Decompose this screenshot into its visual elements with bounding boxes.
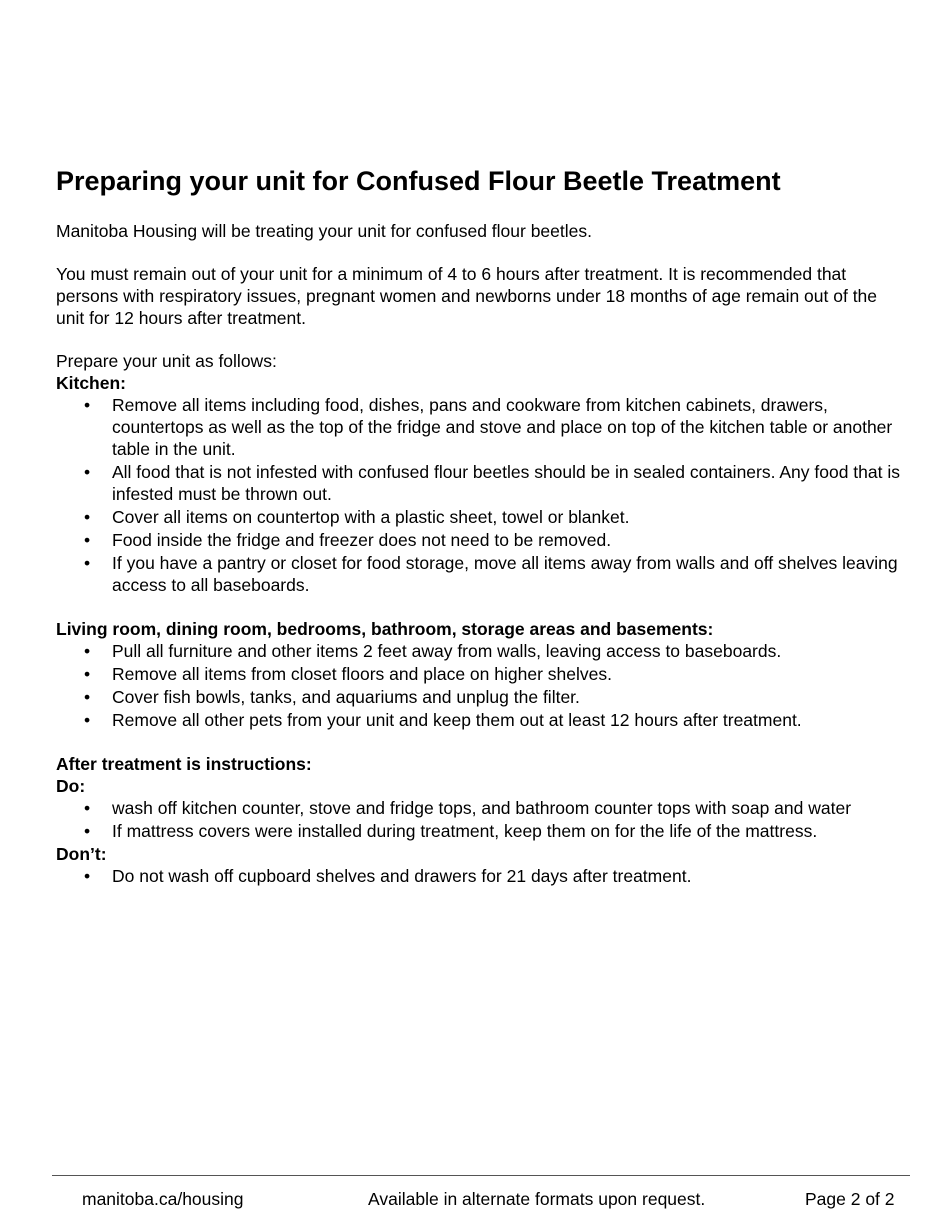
list-item: • Pull all furniture and other items 2 feet away from walls, leaving access to baseboards.	[84, 641, 782, 661]
bullet-icon: •	[84, 687, 91, 707]
bullet-icon: •	[84, 530, 91, 550]
bullet-icon: •	[84, 553, 91, 573]
page-title: Preparing your unit for Confused Flour Beetle Treatment	[56, 166, 781, 196]
list-item: • Remove all other pets from your unit and keep them out at least 12 hours after treatment.	[84, 710, 802, 730]
list-item: • Remove all items from closet floors and place on higher shelves.	[84, 664, 612, 684]
bullet-icon: •	[84, 798, 91, 818]
intro-paragraph: Manitoba Housing will be treating your unit for confused flour beetles.	[56, 221, 592, 241]
bullet-icon: •	[84, 395, 91, 415]
bullet-icon: •	[84, 507, 91, 527]
list-item: • wash off kitchen counter, stove and fridge tops, and bathroom counter tops with soap and water	[84, 798, 852, 818]
bullet-icon: •	[84, 462, 91, 482]
bullet-icon: •	[84, 664, 91, 684]
living-areas-list	[56, 640, 906, 731]
bullet-icon: •	[84, 710, 91, 730]
footer-divider	[52, 1175, 910, 1176]
document-body	[56, 220, 906, 888]
kitchen-list	[56, 394, 906, 596]
after-treatment-heading: After treatment is instructions:	[56, 754, 312, 774]
footer-formats-note: Available in alternate formats upon request.	[368, 1189, 706, 1209]
footer-page-number: Page 2 of 2	[805, 1189, 895, 1209]
dont-heading: Don’t:	[56, 844, 107, 864]
do-heading: Do:	[56, 776, 86, 796]
list-item: • Cover fish bowls, tanks, and aquariums and unplug the filter.	[84, 687, 580, 707]
list-item: • Food inside the fridge and freezer does not need to be removed.	[84, 530, 612, 550]
dont-list	[56, 865, 906, 887]
do-list	[56, 797, 906, 842]
list-item: • If you have a pantry or closet for food storage, move all items away from walls and off shelves leaving access to all baseboards.	[84, 553, 898, 595]
kitchen-heading: Kitchen:	[56, 373, 126, 393]
living-areas-heading: Living room, dining room, bedrooms, bathroom, storage areas and basements:	[56, 619, 714, 639]
prepare-lead: Prepare your unit as follows:	[56, 351, 277, 371]
bullet-icon: •	[84, 866, 91, 886]
list-item: • Remove all items including food, dishes, pans and cookware from kitchen cabinets, drawers, countertops as well as the top of the fridge and stove and place on top of the kitchen table or another table in the unit.	[84, 395, 893, 459]
list-item: • If mattress covers were installed during treatment, keep them on for the life of the mattress.	[84, 821, 818, 841]
list-item: • All food that is not infested with confused flour beetles should be in sealed containers. Any food that is infested must be thrown out.	[84, 462, 900, 504]
notice-paragraph: You must remain out of your unit for a minimum of 4 to 6 hours after treatment. It is recommended that persons with respiratory issues, pregnant women and newborns under 18 months of age remain out of the unit for 12 hours after treatment.	[56, 264, 878, 328]
bullet-icon: •	[84, 821, 91, 841]
list-item: • Do not wash off cupboard shelves and drawers for 21 days after treatment.	[84, 866, 692, 886]
list-item: • Cover all items on countertop with a plastic sheet, towel or blanket.	[84, 507, 630, 527]
footer-website-link[interactable]: manitoba.ca/housing	[82, 1189, 244, 1209]
bullet-icon: •	[84, 641, 91, 661]
